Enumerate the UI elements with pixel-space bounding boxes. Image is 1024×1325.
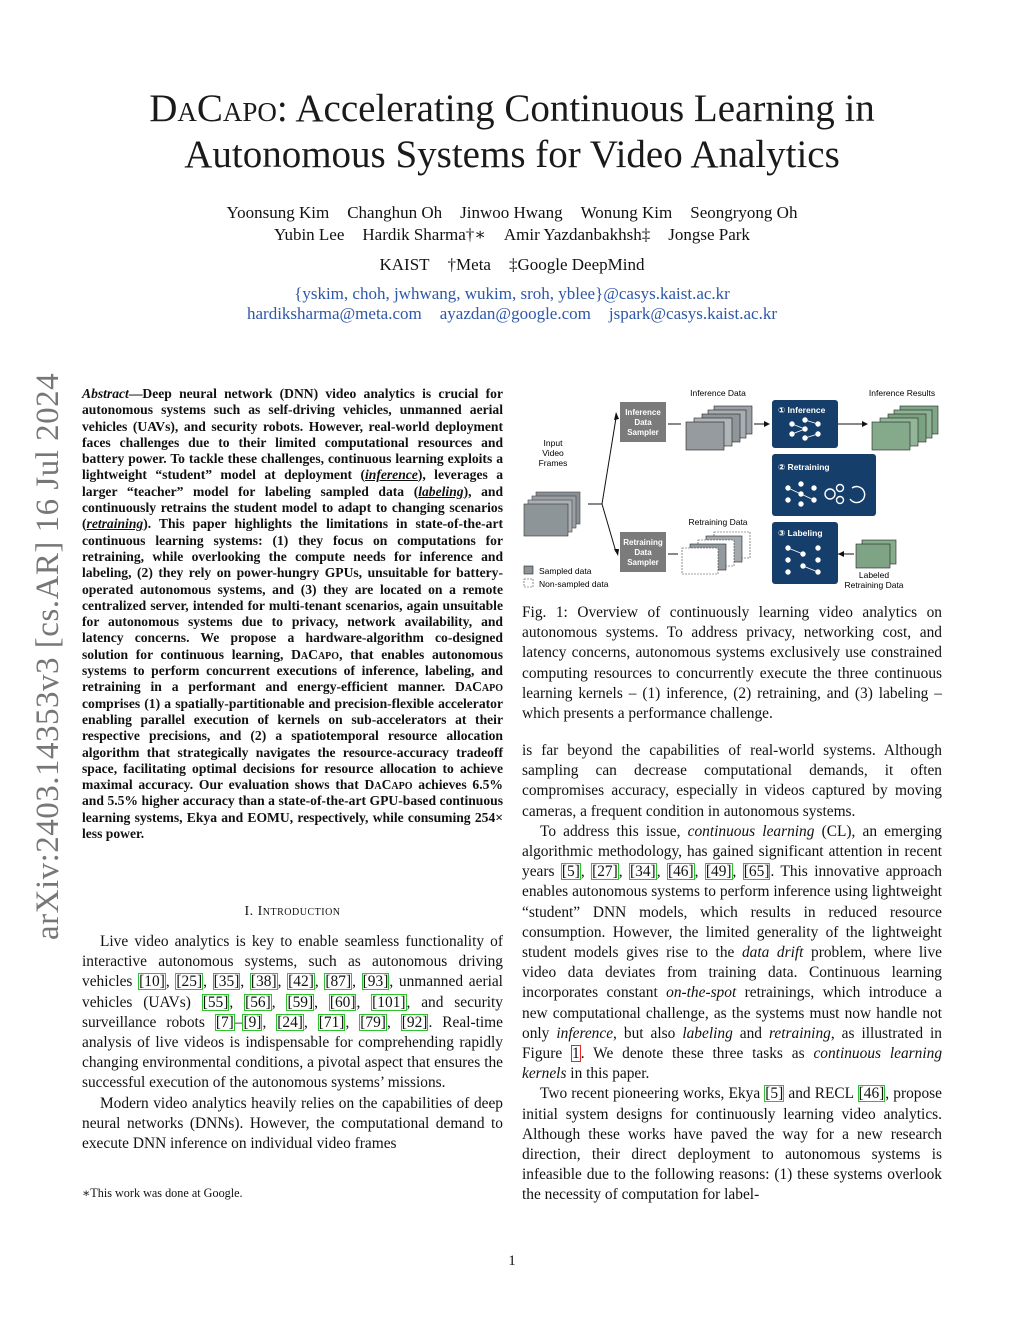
citation[interactable]: [5] (765, 1085, 784, 1103)
author-row-1: Yoonsung Kim Changhun Oh Jinwoo Hwang Wonung Kim Seongryong Oh (226, 203, 798, 222)
email-line-1[interactable]: {yskim, choh, jwhwang, wukim, sroh, yblee}@casys.kaist.ac.kr (294, 284, 730, 303)
retraining-sampler-l1: Retraining (623, 538, 663, 547)
citation[interactable]: [71] (318, 1013, 345, 1031)
right-column-text: is far beyond the capabilities of real-world systems. Although sampling can decrease computational demands, it often compromises accuracy, especially in videos captured by moving cameras, a frequent condition in autonomous systems. To address this issue, continuous learning (CL), an emerging algorithmic methodology, has gained significant attention in recent years [5], [27], [34], [46], [49], [65]. This innovative approach enables autonomous systems to perform inference using lightweight “student” DNN models, which results in reduced resource consumption. However, the limited generality of the lightweight student models gives rise to the data drift problem, where live video data deviates from training data. Continuous learning incorporates constant on-the-spot retrainings, which introduce a new computational challenge, as the systems must now handle not only inference, but also labeling and retraining, as illustrated in Figure 1. We denote these three tasks as continuous learning kernels in this paper. Two recent pioneering works, Ekya [5] and RECL [46], propose initial system designs for continuously learning video analytics. Although these works have paved the way for a new research direction, their direct deployment to autonomous systems is infeasible due to the following reasons: (1) these systems overlook the necessity of computation for label- (522, 742, 943, 1204)
citation[interactable]: [79] (360, 1013, 386, 1031)
legend-nonsampled-swatch (524, 579, 533, 587)
page-number: 1 (508, 1253, 516, 1269)
citation[interactable]: [46] (858, 1085, 885, 1103)
inference-data-frames (686, 406, 752, 450)
footnote: ∗This work was done at Google. (82, 1186, 243, 1200)
citation[interactable]: [87] (325, 973, 352, 991)
retraining-data-frames (682, 532, 750, 574)
input-label-1: Input (543, 438, 563, 448)
citation[interactable]: [92] (401, 1013, 428, 1031)
figure-ref[interactable]: 1 (572, 1045, 580, 1063)
intro-text: Live video analytics is key to enable seamless functionality of interactive autonomous systems, such as autonomous driving vehicles [10], [25], [35], [38], [42], [87], [93], unmanned aerial vehicles (UAVs) [55], [56], [59], [60], [101], and security surveillance robots [7]–[9], [24], [71], [79], [92]. Real-time analysis of live videos is indispensable for comprehending rapidly changing environmental conditions, a pivotal aspect that ensures the successful execution of the autonomous systems’ missions. Modern video analytics heavily relies on the capabilities of deep neural networks (DNNs). However, the computational demand to execute DNN inference on individual video frames (82, 933, 503, 1153)
inference-data-label: Inference Data (690, 388, 746, 398)
citation[interactable]: [93] (362, 973, 389, 991)
citation[interactable]: [42] (288, 973, 314, 991)
retraining-sampler-l3: Sampler (627, 558, 659, 567)
legend-sampled: Sampled data (539, 566, 592, 576)
inference-sampler-l1: Inference (625, 408, 661, 417)
abstract-label: Abstract (82, 386, 129, 401)
email-line-2[interactable]: hardiksharma@meta.com ayazdan@google.com jspark@casys.kaist.ac.kr (247, 304, 777, 323)
labeled-data-l2: Retraining Data (844, 580, 904, 590)
citation[interactable]: [38] (250, 973, 277, 991)
citation[interactable]: [56] (245, 993, 271, 1011)
retraining-sampler-l2: Data (634, 548, 652, 557)
input-frames-icon (524, 492, 580, 536)
citation[interactable]: [35] (213, 973, 240, 991)
inference-sampler-l2: Data (634, 418, 652, 427)
inference-results-label: Inference Results (868, 388, 936, 398)
labeling-kernel-label: ③ Labeling (778, 528, 823, 538)
labeled-data-frames (856, 540, 896, 568)
legend-nonsampled: Non-sampled data (539, 579, 609, 589)
affiliations: KAIST †Meta ‡Google DeepMind (379, 255, 645, 274)
section-heading: I. Introduction (244, 904, 341, 919)
citation[interactable]: [55] (202, 993, 229, 1011)
citation[interactable]: [101] (372, 993, 406, 1011)
figure-caption: Fig. 1: Overview of continuously learning video analytics on autonomous systems. To address privacy, networking cost, and latency concerns, autonomous systems exclusively use constrained computing resources to concurrently execute the three continuous learning kernels – (1) inference, (2) retraining, and (3) labeling – which presents a performance challenge. (522, 604, 942, 723)
citation[interactable]: [49] (705, 863, 732, 881)
author-row-2: Yubin Lee Hardik Sharma†∗ Amir Yazdanbakhsh‡ Jongse Park (274, 225, 750, 244)
legend-sampled-swatch (524, 566, 533, 574)
input-label-2: Video (542, 448, 564, 458)
retraining-data-label: Retraining Data (688, 517, 748, 527)
figure-1 (518, 384, 942, 594)
citation[interactable]: [34] (630, 863, 656, 881)
inference-kernel-label: ① Inference (778, 405, 826, 415)
citation[interactable]: [25] (176, 973, 203, 991)
citation[interactable]: [46] (667, 863, 694, 881)
paper-title: DaCapo: Accelerating Continuous Learning in Autonomous Systems for Video Analytics (149, 87, 875, 176)
arxiv-stamp[interactable]: arXiv:2403.14353v3 [cs.AR] 16 Jul 2024 (30, 372, 66, 940)
inference-results-frames (872, 406, 938, 450)
citation[interactable]: [27] (592, 863, 618, 881)
citation[interactable]: [9] (243, 1013, 262, 1031)
citation[interactable]: [10] (139, 973, 165, 991)
citation[interactable]: [60] (329, 993, 356, 1011)
citation[interactable]: [24] (277, 1013, 303, 1031)
citation[interactable]: [7] (215, 1013, 234, 1031)
citation[interactable]: [59] (287, 993, 314, 1011)
abstract: Abstract—Deep neural network (DNN) video analytics is crucial for autonomous systems such as self-driving vehicles, unmanned aerial vehicles (UAVs), and security robots. However, real-world deployment faces challenges due to their limited computational resources and battery power. To tackle these challenges, continuous learning exploits a lightweight “student” model at deployment (inference), leverages a larger “teacher” model for labeling sampled data (labeling), and continuously retrains the student model to adapt to changing scenarios (retraining). This paper highlights the limitations in state-of-the-art continuous learning systems: (1) they focus on computations for retraining, while overlooking the compute needs for inference and labeling, (2) they rely on power-hungry GPUs, unsuitable for battery-operated autonomous systems, and (3) they are located on a remote centralized server, intended for multi-tenant scenarios, again unsuitable for autonomous systems due to privacy, network availability, and latency concerns. We propose a hardware-algorithm co-designed solution for continuous learning, DaCapo, that enables autonomous systems to perform concurrent executions of inference, labeling, and retraining in a performant and energy-efficient manner. DaCapo comprises (1) a spatially-partitionable and precision-flexible accelerator enabling parallel execution of kernels on sub-accelerators at their respective precisions, and (2) a spatiotemporal resource allocation algorithm that strategically navigates the resource-accuracy tradeoff space, facilitating optimal decisions for resource allocation to achieve maximal accuracy. Our evaluation shows that DaCapo achieves 6.5% and 5.5% higher accuracy than a state-of-the-art GPU-based continuous learning systems, Ekya and EOMU, respectively, while consuming 254× less power. (82, 386, 503, 842)
citation[interactable]: [65] (743, 863, 770, 881)
retraining-kernel-label: ② Retraining (778, 462, 830, 472)
inference-sampler-l3: Sampler (627, 428, 659, 437)
input-label-3: Frames (538, 458, 568, 468)
labeled-data-l1: Labeled (858, 570, 890, 580)
citation[interactable]: [5] (561, 863, 580, 881)
